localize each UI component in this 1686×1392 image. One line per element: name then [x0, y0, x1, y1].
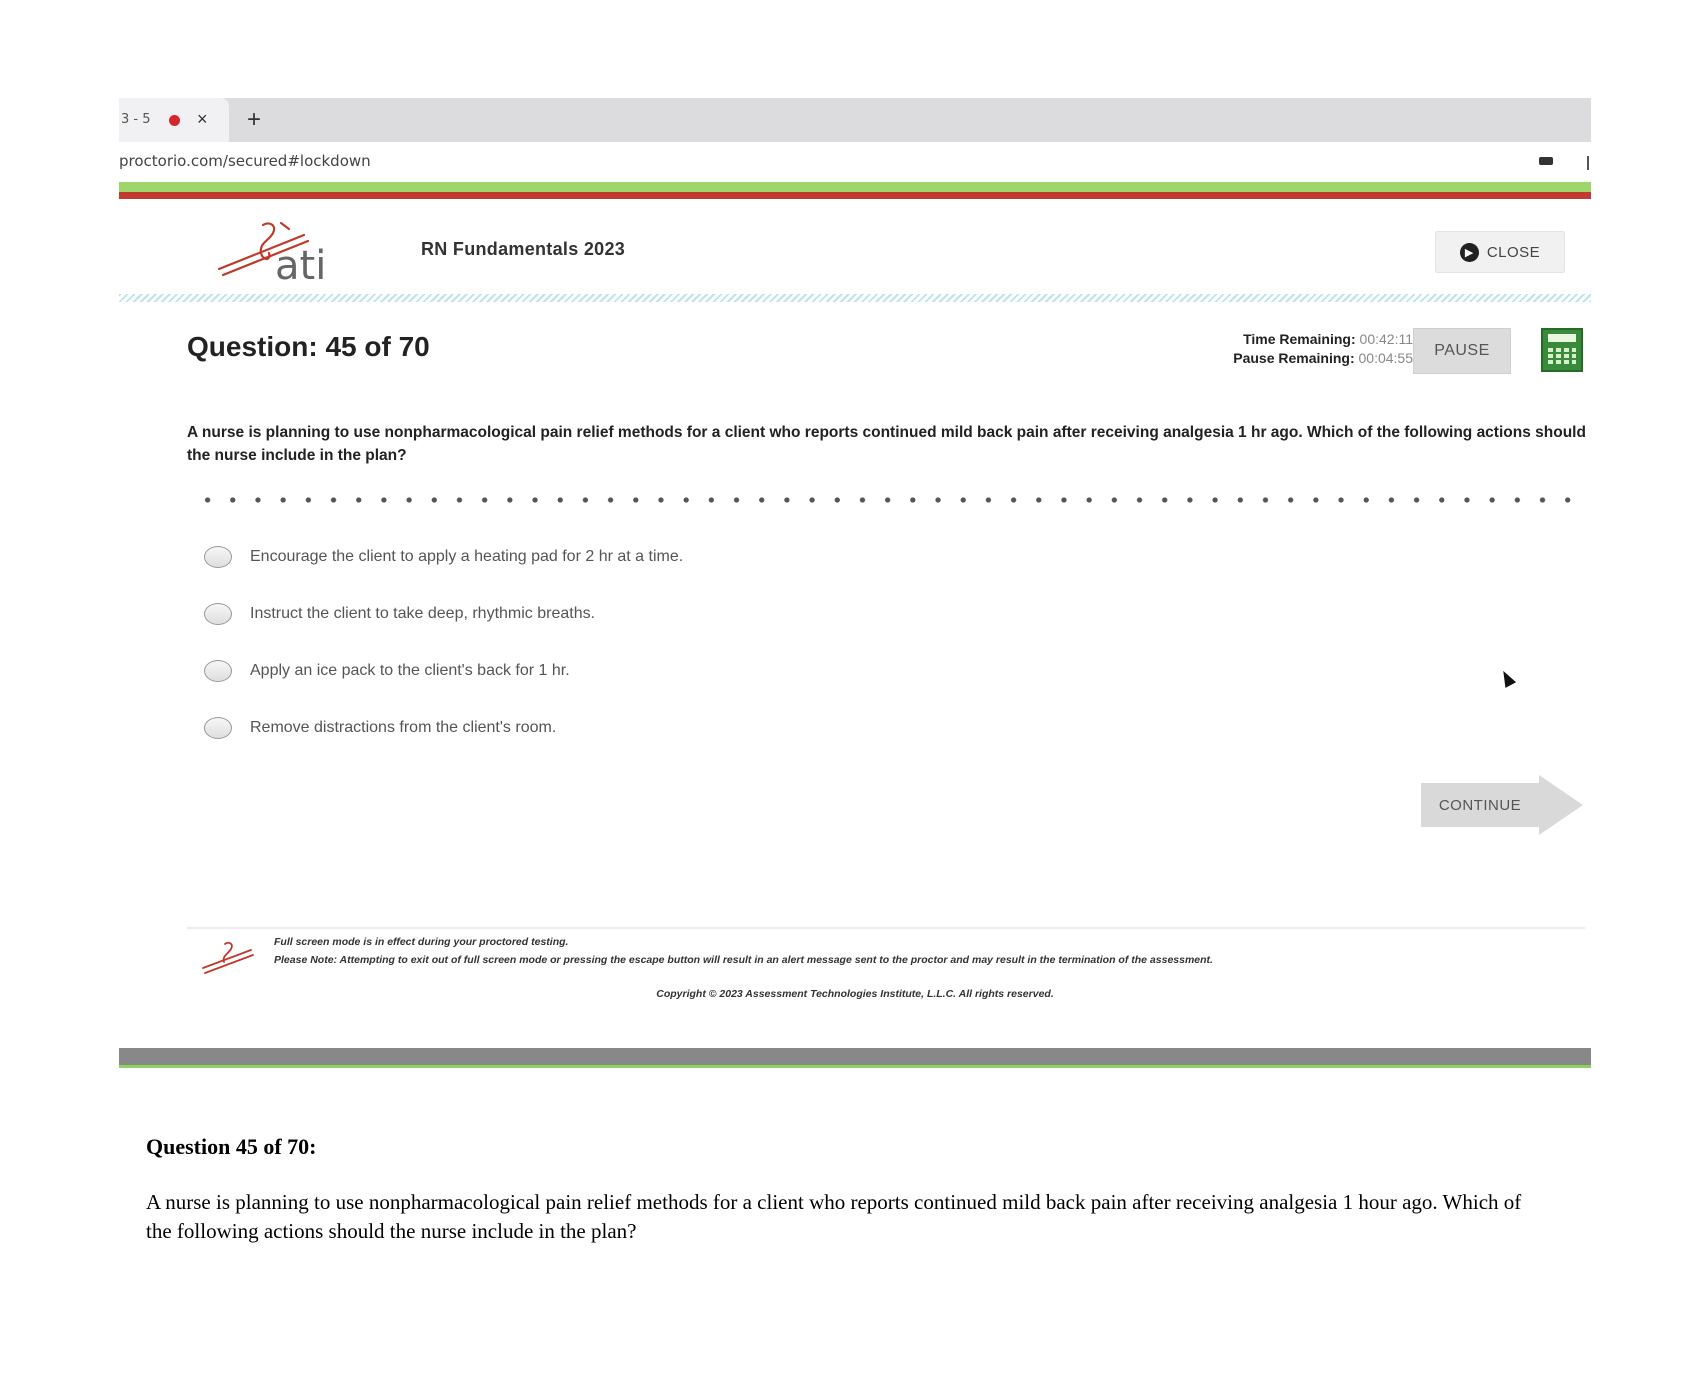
new-tab-icon[interactable]: +	[247, 106, 262, 133]
time-remaining-label: Time Remaining:	[1243, 331, 1356, 347]
copyright: Copyright © 2023 Assessment Technologies Institute, L.L.C. All rights reserved.	[656, 988, 1054, 1000]
exam-title: RN Fundamentals 2023	[421, 239, 626, 259]
answer-option[interactable]	[204, 642, 1404, 699]
mouse-cursor-icon	[1498, 668, 1516, 688]
answer-option[interactable]	[204, 585, 1404, 642]
answer-option-text[interactable]: Apply an ice pack to the client's back for 1 hr.	[250, 661, 570, 679]
exam-screenshot	[119, 98, 1591, 1068]
calculator-keys	[1548, 346, 1576, 366]
answer-option[interactable]	[204, 528, 1404, 585]
radio-button[interactable]	[204, 603, 232, 625]
pause-remaining	[1233, 349, 1413, 368]
recording-indicator-icon	[169, 115, 180, 126]
footer-bar-gray	[119, 1048, 1591, 1065]
document-heading: Question 45 of 70:	[146, 1134, 317, 1159]
browser-tab[interactable]	[119, 98, 229, 142]
svg-text:ati: ati	[275, 243, 327, 287]
fullscreen-note: Full screen mode is in effect during your proctored testing.	[274, 936, 569, 948]
close-button-label: CLOSE	[1486, 243, 1541, 261]
answer-option-text[interactable]: Instruct the client to take deep, rhythmic breaths.	[250, 604, 596, 622]
answer-option-text[interactable]: Encourage the client to apply a heating pad for 2 hr at a time.	[250, 547, 684, 565]
tab-close-icon[interactable]: ×	[197, 109, 208, 129]
dotted-divider	[195, 496, 1579, 504]
header-stripe-red	[119, 192, 1591, 199]
radio-button[interactable]	[204, 717, 232, 739]
browser-menu-icon[interactable]	[1587, 156, 1589, 170]
ati-logo	[209, 217, 349, 287]
pause-remaining-value: 00:04:55	[1358, 350, 1413, 366]
footer-bar-green	[119, 1065, 1591, 1068]
header-stripe-green	[119, 182, 1591, 192]
extension-icon[interactable]	[1539, 157, 1553, 165]
question-number: Question: 45 of 70	[187, 331, 430, 362]
time-remaining	[1233, 330, 1413, 349]
app-header	[119, 199, 1591, 294]
radio-button[interactable]	[204, 660, 232, 682]
timers	[1233, 330, 1413, 368]
url-text[interactable]: proctorio.com/secured#lockdown	[119, 152, 371, 170]
close-circle-icon: ▶	[1460, 243, 1479, 262]
pause-button[interactable]: PAUSE	[1413, 328, 1511, 374]
radio-button[interactable]	[204, 546, 232, 568]
question-stem: A nurse is planning to use nonpharmacological pain relief methods for a client who reports continued mild back pain after receiving analgesia 1 hr ago. Which of the following actions should the nurse include in the plan?	[187, 424, 1586, 464]
answer-options	[204, 528, 1404, 756]
calculator-icon[interactable]	[1541, 328, 1583, 372]
continue-arrow-icon[interactable]	[1539, 775, 1583, 835]
pause-remaining-label: Pause Remaining:	[1233, 350, 1355, 366]
address-bar	[119, 142, 1591, 182]
continue-button[interactable]: CONTINUE	[1421, 783, 1539, 827]
calculator-screen	[1548, 334, 1576, 342]
tab-title: 3 - 5	[121, 112, 151, 127]
time-remaining-value: 00:42:11	[1359, 331, 1413, 347]
header-wavy-divider	[119, 294, 1591, 302]
please-note: Please Note: Attempting to exit out of full screen mode or pressing the escape button will result in an alert message sent to the proctor and may result in the termination of the assessment.	[274, 954, 1213, 966]
answer-option[interactable]	[204, 699, 1404, 756]
ati-footer-logo	[199, 938, 259, 978]
close-button[interactable]	[1435, 231, 1565, 273]
document-body: A nurse is planning to use nonpharmacological pain relief methods for a client who reports continued mild back pain after receiving analgesia 1 hour ago. Which of the following actions should the nurse include in the plan?	[146, 1190, 1522, 1243]
footer-divider	[187, 927, 1585, 929]
answer-option-text[interactable]: Remove distractions from the client's room.	[250, 718, 557, 736]
browser-tab-bar	[119, 98, 1591, 142]
